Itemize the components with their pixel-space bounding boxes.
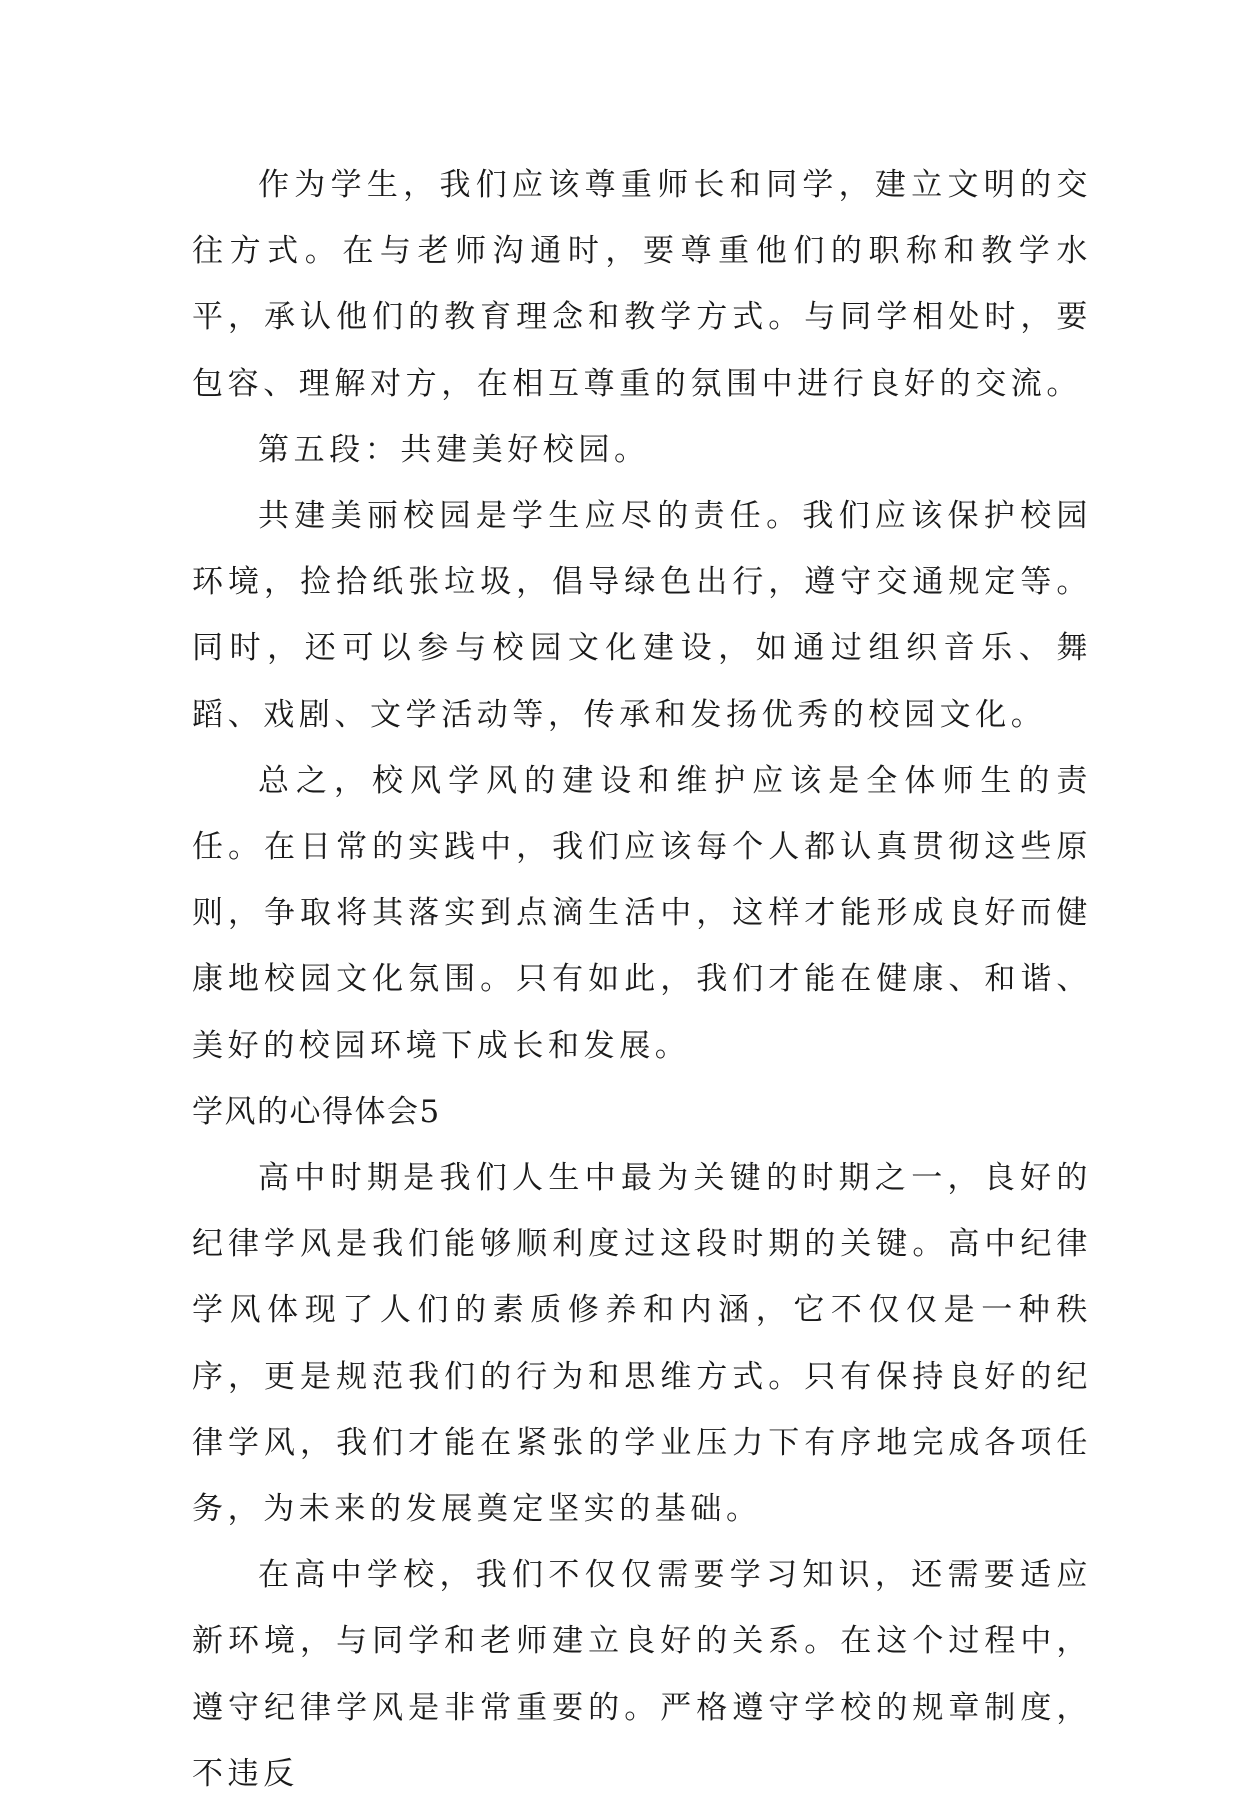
document-body bbox=[192, 152, 1092, 1807]
paragraph-new-environment: 在高中学校，我们不仅仅需要学习知识，还需要适应新环境，与同学和老师建立良好的关系。在这个过程中，遵守纪律学风是非常重要的。严格遵守学校的规章制度，不违反 bbox=[192, 1557, 1092, 1792]
paragraph-conclusion: 总之，校风学风的建设和维护应该是全体师生的责任。在日常的实践中，我们应该每个人都认真贯彻这些原则，争取将其落实到点滴生活中，这样才能形成良好而健康地校园文化氛围。只有如此，我们才能在健康、和谐、美好的校园环境下成长和发展。 bbox=[192, 762, 1092, 1064]
paragraph-beautiful-campus: 共建美丽校园是学生应尽的责任。我们应该保护校园环境，捡拾纸张垃圾，倡导绿色出行，遵守交通规定等。同时，还可以参与校园文化建设，如通过组织音乐、舞蹈、戏剧、文学活动等，传承和发扬优秀的校园文化。 bbox=[192, 498, 1092, 733]
paragraph-respect: 作为学生，我们应该尊重师长和同学，建立文明的交往方式。在与老师沟通时，要尊重他们的职称和教学水平，承认他们的教育理念和教学方式。与同学相处时，要包容、理解对方，在相互尊重的氛围中进行良好的交流。 bbox=[192, 167, 1092, 402]
paragraph-high-school-discipline: 高中时期是我们人生中最为关键的时期之一，良好的纪律学风是我们能够顺利度过这段时期的关键。高中纪律学风体现了人们的素质修养和内涵，它不仅仅是一种秩序，更是规范我们的行为和思维方式。只有保持良好的纪律学风，我们才能在紧张的学业压力下有序地完成各项任务，为未来的发展奠定坚实的基础。 bbox=[192, 1160, 1092, 1528]
paragraph-section-five-title: 第五段：共建美好校园。 bbox=[258, 431, 650, 468]
section-heading: 学风的心得体会5 bbox=[192, 1093, 441, 1130]
